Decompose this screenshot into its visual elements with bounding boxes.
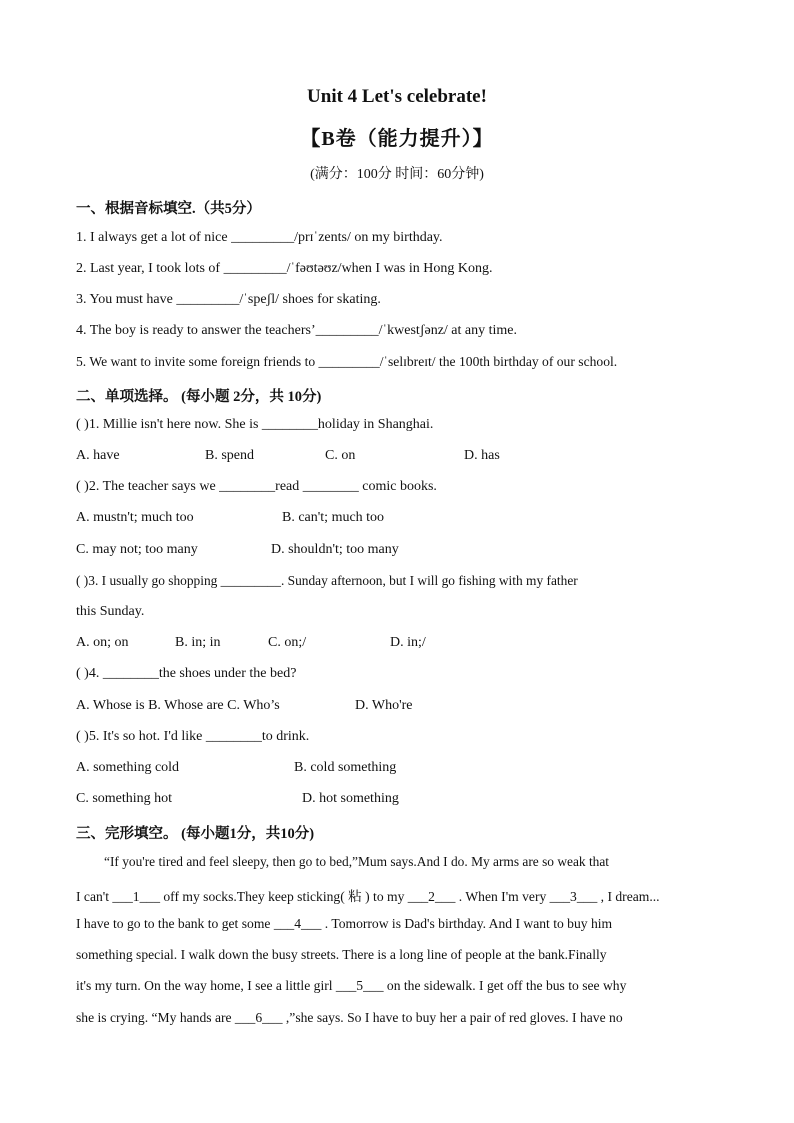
section1-item-2: 2. Last year, I took lots of _________/ˈfəʊtəʊz/when I was in Hong Kong. [76, 261, 493, 276]
q3-option-c: C. on;/ [268, 635, 307, 650]
q5-option-c: C. something hot [76, 791, 173, 806]
q2-option-c: C. may not; too many [76, 542, 198, 557]
section1-item-1: 1. I always get a lot of nice _________/prɪˈzents/ on my birthday. [76, 230, 443, 245]
cloze-line-4: something special. I walk down the busy streets. There is a long line of people at the bank.Finally [76, 947, 607, 962]
q5-options-row2 [76, 791, 718, 811]
q2-option-d: D. shouldn't; too many [271, 542, 399, 557]
q5-options-row1 [76, 760, 718, 780]
score-time-line: (满分：100分 时间：60分钟) [310, 167, 484, 182]
q5-option-a: A. something cold [76, 760, 180, 775]
q2-stem: ( )2. The teacher says we ________read ________ comic books. [76, 479, 437, 494]
cloze-line-5: it's my turn. On the way home, I see a little girl ___5___ on the sidewalk. I get off the bus to see why [76, 978, 627, 993]
q2-option-b: B. can't; much too [282, 510, 385, 525]
section1-item-3: 3. You must have _________/ˈspeʃl/ shoes for skating. [76, 292, 381, 307]
section1-item-5: 5. We want to invite some foreign friends to _________/ˈselɪbreɪt/ the 100th birthday of our school. [76, 354, 618, 369]
q3-stem-line1: ( )3. I usually go shopping _________. Sunday afternoon, but I will go fishing with my father [76, 573, 578, 588]
paper-subtitle: 【B卷（能力提升）】 [300, 128, 494, 150]
q5-stem: ( )5. It's so hot. I'd like ________to drink. [76, 729, 310, 744]
q3-options [76, 635, 718, 655]
q2-options-row2 [76, 542, 718, 562]
q1-options [76, 448, 718, 468]
cloze-line-3: I have to go to the bank to get some ___4___ . Tomorrow is Dad's birthday. And I want to buy him [76, 916, 613, 931]
section1-heading: 一、根据音标填空.（共5分） [76, 201, 261, 217]
q3-option-b: B. in; in [175, 635, 221, 650]
q1-option-a: A. have [76, 448, 120, 463]
q2-option-a: A. mustn't; much too [76, 510, 194, 525]
q2-options-row1 [76, 510, 718, 530]
q3-option-a: A. on; on [76, 635, 129, 650]
q3-option-d: D. in;/ [390, 635, 426, 650]
q4-options-abc: A. Whose is B. Whose are C. Who’s [76, 698, 280, 713]
q1-option-d: D. has [464, 448, 500, 463]
section3-heading: 三、完形填空。 (每小题1分，共10分) [76, 826, 315, 842]
section2-heading: 二、单项选择。 (每小题 2分，共 10分) [76, 389, 322, 405]
q4-stem: ( )4. ________the shoes under the bed? [76, 666, 297, 681]
cloze-line-2: I can't ___1___ off my socks.They keep sticking( 粘 ) to my ___2___ . When I'm very ___3___ , I dream... [76, 889, 660, 904]
cloze-line-1: “If you're tired and feel sleepy, then go to bed,”Mum says.And I do. My arms are so weak that [104, 854, 610, 869]
q5-option-b: B. cold something [294, 760, 397, 775]
q4-option-d: D. Who're [355, 698, 413, 713]
section1-item-4: 4. The boy is ready to answer the teachers’_________/ˈkwestʃənz/ at any time. [76, 323, 517, 338]
q5-option-d: D. hot something [302, 791, 399, 806]
q1-option-b: B. spend [205, 448, 254, 463]
q4-options [76, 698, 718, 718]
q1-option-c: C. on [325, 448, 356, 463]
page-title: Unit 4 Let's celebrate! [307, 86, 487, 107]
cloze-line-6: she is crying. “My hands are ___6___ ,”she says. So I have to buy her a pair of red gloves. I have no [76, 1010, 623, 1025]
q3-stem-line2: this Sunday. [76, 604, 145, 619]
q1-stem: ( )1. Millie isn't here now. She is ________holiday in Shanghai. [76, 417, 434, 432]
